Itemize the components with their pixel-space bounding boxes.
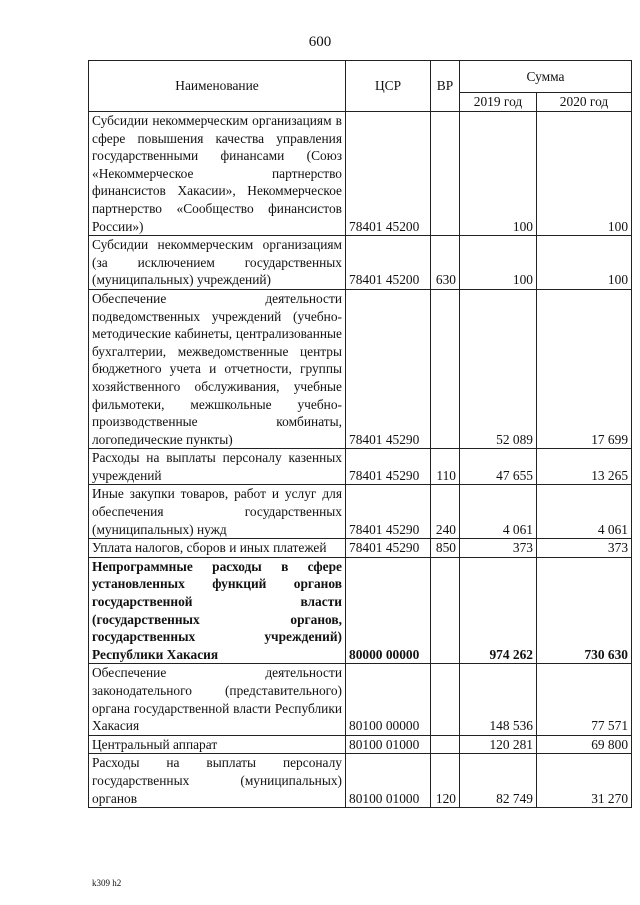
row-sum-2020: 13 265 <box>537 449 632 485</box>
row-csr: 78401 45290 <box>346 485 431 539</box>
row-sum-2020: 4 061 <box>537 485 632 539</box>
row-sum-2020: 17 699 <box>537 289 632 448</box>
row-name: Непрограммные расходы в сфере установленных функций органов государственной власти (государственных органов, государственных учреждений) Республики Хакасия <box>89 557 346 664</box>
header-sum: Сумма <box>460 61 632 93</box>
row-name: Расходы на выплаты персоналу государственных (муниципальных) органов <box>89 754 346 808</box>
row-name: Субсидии некоммерческим организациям в сфере повышения качества управления государственными финансами (Союз «Некоммерческое партнерство финансистов Хакасии», Некоммерческое партнерство «Сообщество финансистов России») <box>89 112 346 236</box>
row-csr: 80000 00000 <box>346 557 431 664</box>
row-sum-2019: 373 <box>460 539 537 558</box>
row-csr: 80100 01000 <box>346 735 431 754</box>
row-sum-2020: 100 <box>537 112 632 236</box>
table-row-section-total <box>89 557 632 664</box>
row-vr: 850 <box>431 539 460 558</box>
row-csr: 78401 45290 <box>346 289 431 448</box>
table-row <box>89 485 632 539</box>
budget-table <box>88 60 632 808</box>
row-name: Обеспечение деятельности законодательного (представительного) органа государственной власти Республики Хакасия <box>89 664 346 735</box>
row-csr: 80100 01000 <box>346 754 431 808</box>
table-row <box>89 735 632 754</box>
row-csr: 80100 00000 <box>346 664 431 735</box>
row-csr: 78401 45200 <box>346 112 431 236</box>
row-name: Субсидии некоммерческим организациям (за исключением государственных (муниципальных) учреждений) <box>89 236 346 290</box>
row-name: Центральный аппарат <box>89 735 346 754</box>
row-sum-2019: 100 <box>460 112 537 236</box>
table-row <box>89 664 632 735</box>
row-sum-2019: 974 262 <box>460 557 537 664</box>
row-csr: 78401 45290 <box>346 539 431 558</box>
table-row <box>89 539 632 558</box>
table-row <box>89 754 632 808</box>
row-sum-2020: 31 270 <box>537 754 632 808</box>
row-csr: 78401 45200 <box>346 236 431 290</box>
row-sum-2020: 730 630 <box>537 557 632 664</box>
table-row <box>89 112 632 236</box>
row-vr <box>431 557 460 664</box>
row-sum-2019: 47 655 <box>460 449 537 485</box>
row-csr: 78401 45290 <box>346 449 431 485</box>
row-vr: 110 <box>431 449 460 485</box>
row-vr <box>431 735 460 754</box>
footer-document-code: k309 h2 <box>92 878 122 888</box>
row-vr: 240 <box>431 485 460 539</box>
row-sum-2019: 82 749 <box>460 754 537 808</box>
table-row <box>89 449 632 485</box>
row-vr: 120 <box>431 754 460 808</box>
row-sum-2020: 373 <box>537 539 632 558</box>
page-number: 600 <box>308 34 332 50</box>
header-name: Наименование <box>89 61 346 112</box>
row-name: Расходы на выплаты персоналу казенных учреждений <box>89 449 346 485</box>
row-name: Обеспечение деятельности подведомственных учреждений (учебно-методические кабинеты, централизованные бухгалтерии, межведомственные центры бюджетного учета и отчетности, группы хозяйственного обслуживания, учебные фильмотеки, межшкольные учебно-производственные комбинаты, логопедические пункты) <box>89 289 346 448</box>
row-vr <box>431 664 460 735</box>
row-vr <box>431 112 460 236</box>
table-header-row <box>89 61 632 93</box>
row-sum-2020: 69 800 <box>537 735 632 754</box>
header-csr: ЦСР <box>346 61 431 112</box>
row-name: Иные закупки товаров, работ и услуг для обеспечения государственных (муниципальных) нужд <box>89 485 346 539</box>
row-sum-2019: 148 536 <box>460 664 537 735</box>
header-vr: ВР <box>431 61 460 112</box>
row-sum-2019: 52 089 <box>460 289 537 448</box>
header-year-2020: 2020 год <box>537 93 632 112</box>
row-sum-2020: 100 <box>537 236 632 290</box>
row-name: Уплата налогов, сборов и иных платежей <box>89 539 346 558</box>
header-year-2019: 2019 год <box>460 93 537 112</box>
row-sum-2019: 120 281 <box>460 735 537 754</box>
table-row <box>89 289 632 448</box>
table-row <box>89 236 632 290</box>
row-vr <box>431 289 460 448</box>
row-sum-2019: 100 <box>460 236 537 290</box>
row-sum-2019: 4 061 <box>460 485 537 539</box>
row-sum-2020: 77 571 <box>537 664 632 735</box>
row-vr: 630 <box>431 236 460 290</box>
